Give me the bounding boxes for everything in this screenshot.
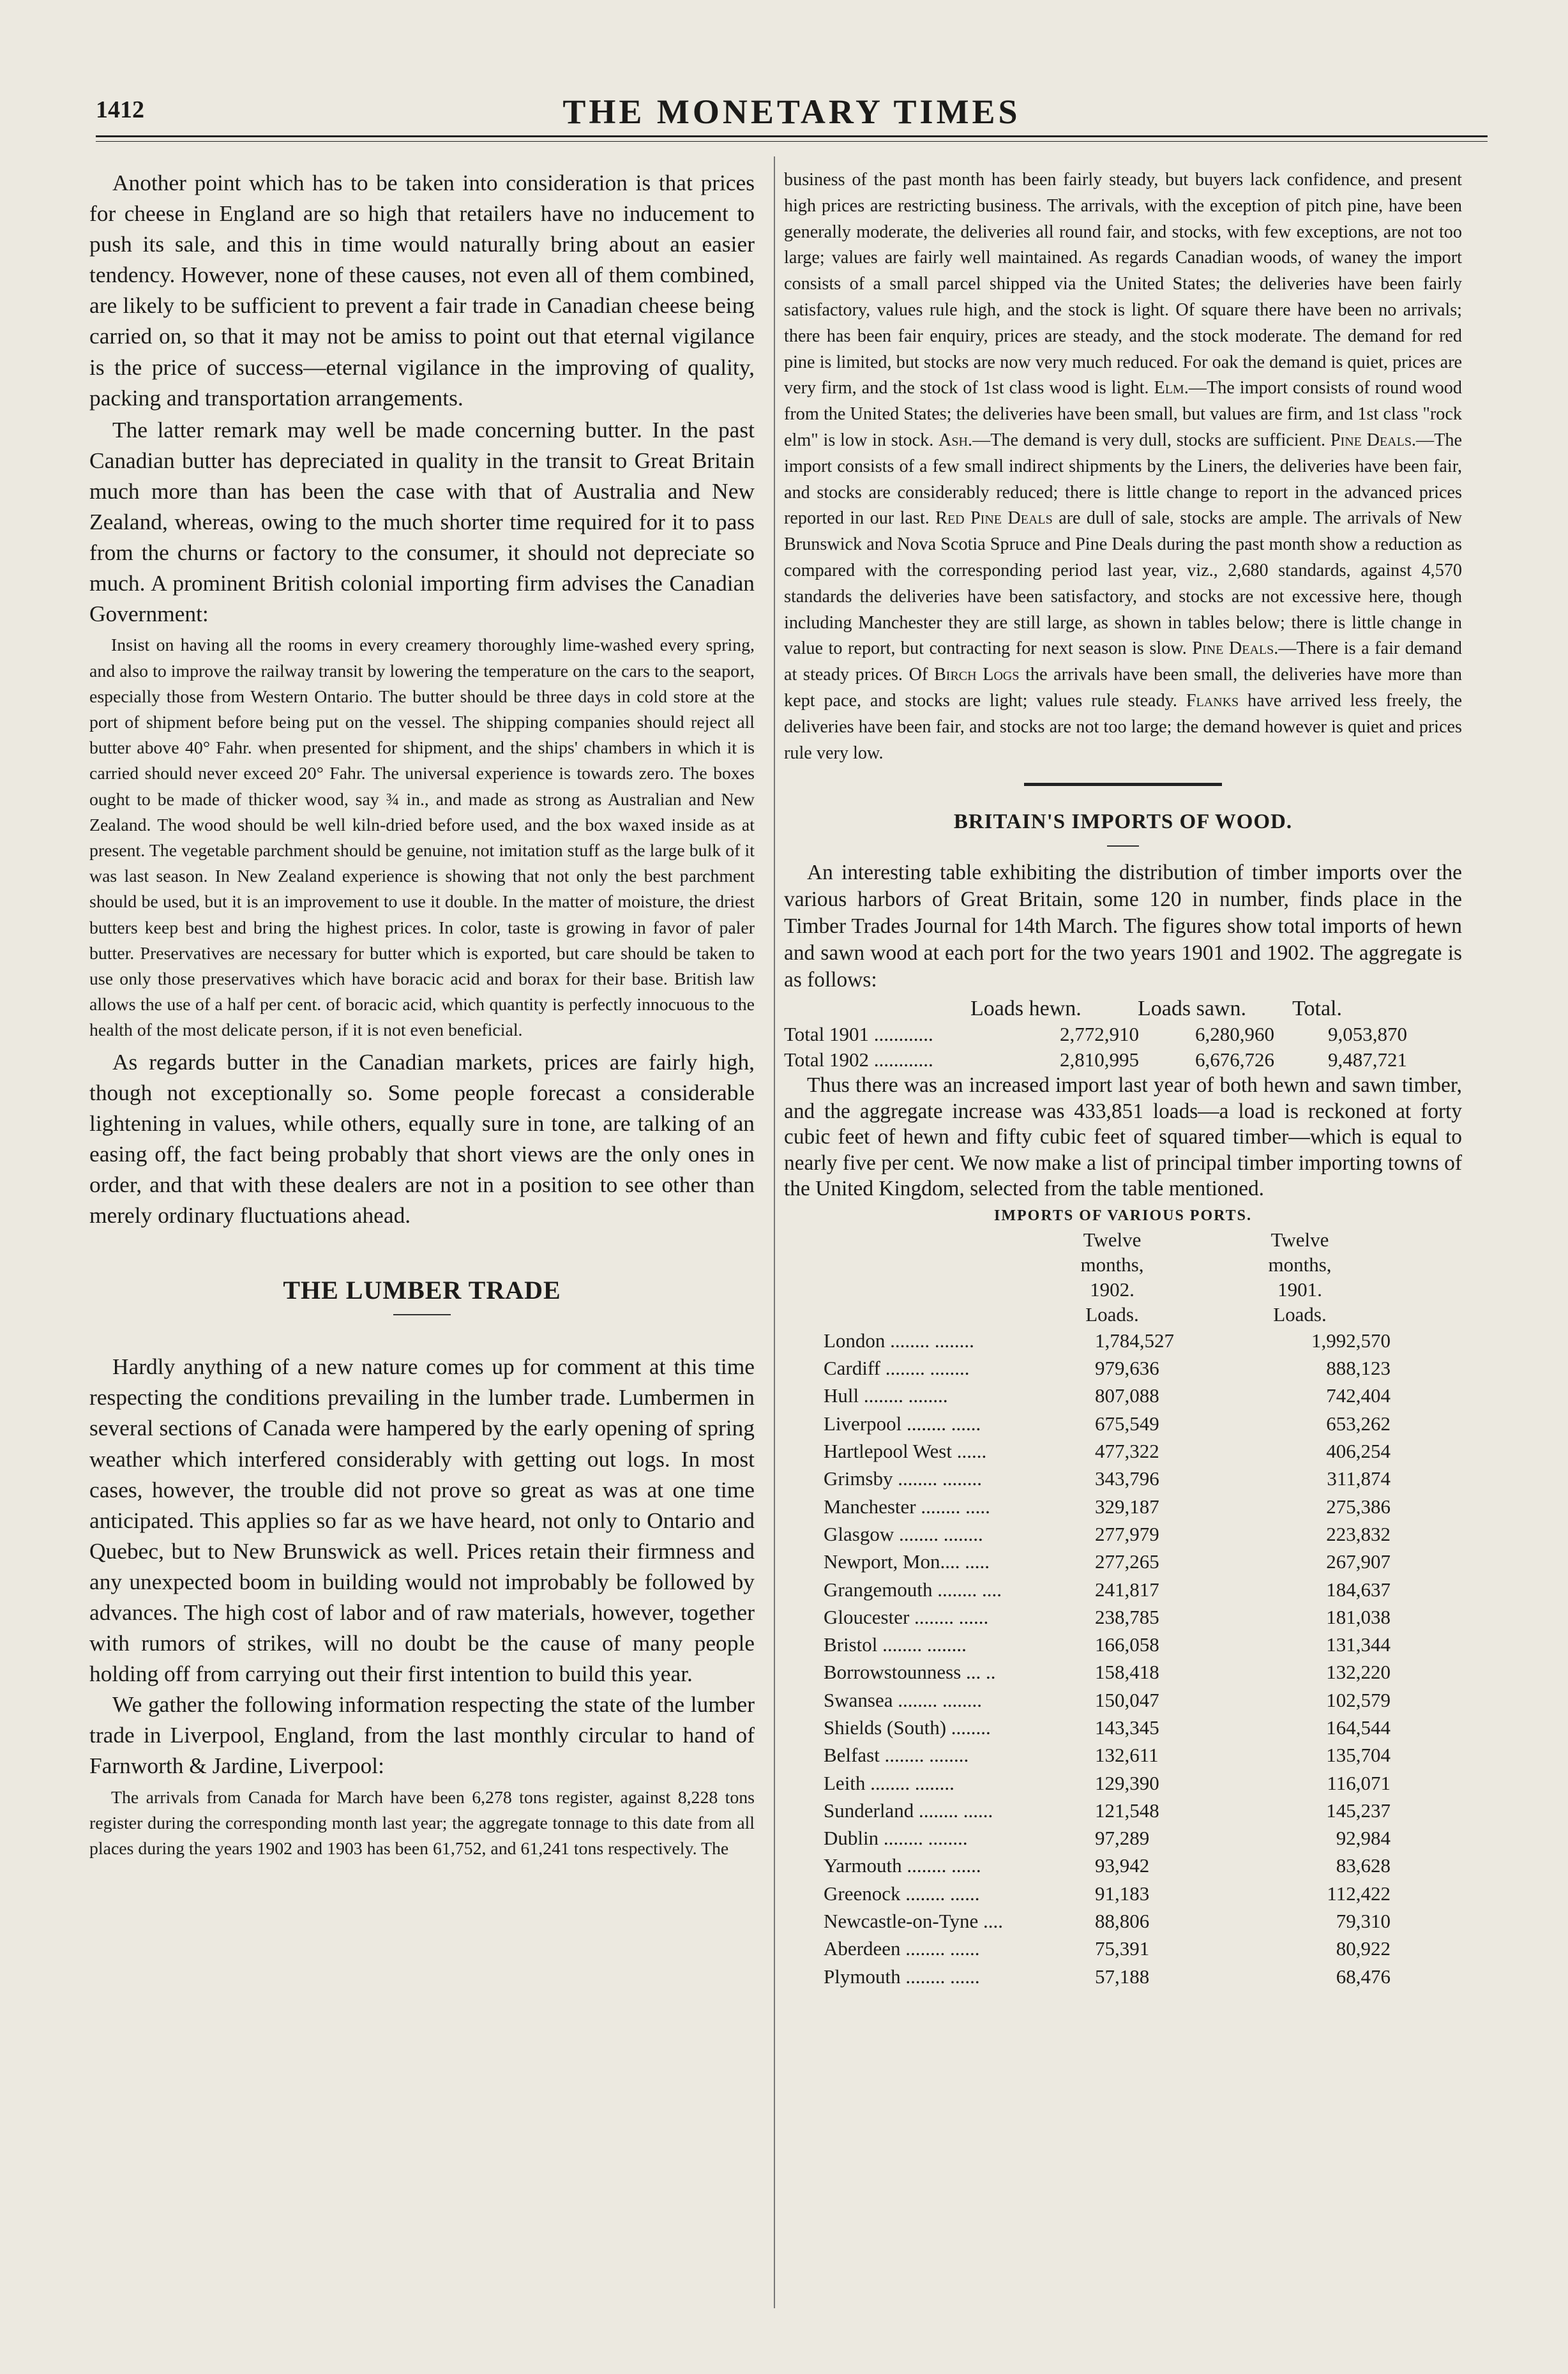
table-row: [784, 1907, 1462, 1935]
port-name: Swansea ........ ........: [824, 1688, 982, 1711]
loads-1902: 979,636: [1095, 1357, 1159, 1380]
loads-1902: 121,548: [1095, 1799, 1159, 1822]
quote-text: business of the past month has been fairly steady, but buyers lack confidence, and present high prices are restricting business. The arrivals, with the exception of pitch pine, have been generally moderate, the deliveries all round fair, and stocks, with few exceptions, are not too large; values are fairly well maintained. As regards Canadian woods, of waney the import consists of a small parcel shipped via the United States; the deliveries have been fairly satisfactory, values rule high, and the stock is light. Of square there have been no arrivals; there has been fair enquiry, prices are steady, and the stock moderate. The demand for red pine is limited, but stocks are now very much reduced. For oak the demand is quiet, prices are very firm, and the stock of 1st class wood is light.: [784, 170, 1462, 398]
loads-1902: 166,058: [1095, 1633, 1159, 1656]
table-row: [784, 1935, 1462, 1962]
loads-1902: 343,796: [1095, 1467, 1159, 1490]
loads-1902: 132,611: [1095, 1744, 1159, 1767]
header-line: months,: [1080, 1253, 1144, 1276]
elm-label: Elm.: [1154, 378, 1189, 398]
increase-paragraph: Thus there was an increased import last year of both hewn and sawn timber, and the aggregate increase was 433,851 loads—a load is reckoned at forty cubic feet of hewn and fifty cubic feet of squared timber—which is equal to nearly five per cent. We now make a list of principal timber importing towns of the United Kingdom, selected from the table mentioned.: [784, 1073, 1462, 1201]
loads-1901: 653,262: [1326, 1412, 1391, 1435]
butter-paragraph: The latter remark may well be made concerning butter. In the past Canadian butter has depreciated in quality in the transit to Great Britain much more than has been the case with that of Australia and New Zealand, whereas, owing to the much shorter time required for it to pass from the churns or factory to the consumer, it should not depreciate so much. A prominent British colonial importing firm advises the Canadian Government:: [89, 416, 755, 627]
loads-1902: 57,188: [1095, 1965, 1150, 1988]
header-total: Total.: [1292, 997, 1342, 1021]
masthead-title: THE MONETARY TIMES: [562, 93, 1021, 131]
port-name: Greenock ........ ......: [824, 1882, 980, 1905]
loads-1902: 93,942: [1095, 1854, 1150, 1877]
totals-row-1901: [784, 1022, 1462, 1047]
quote-text: the arrivals have been small, the deliveries have more than kept pace, and stocks are light; values rule steady.: [784, 665, 1462, 711]
header-line: Twelve: [1270, 1228, 1329, 1251]
liverpool-quote: The arrivals from Canada for March have been 6,278 tons register, against 8,228 tons register during the corresponding month last year; the aggregate tonnage to this date from all places during the years 1902 and 1903 has been 61,752, and 61,241 tons respectively. The: [89, 1787, 755, 1859]
page-header: [96, 89, 1488, 140]
loads-1901: 79,310: [1336, 1910, 1391, 1933]
flanks-label: Flanks: [1186, 690, 1239, 711]
loads-1901: 145,237: [1326, 1799, 1391, 1822]
table-row: [784, 1631, 1462, 1658]
table-row: [784, 1327, 1462, 1354]
column-1901-header: [1169, 1227, 1351, 1327]
port-name: London ........ ........: [824, 1329, 974, 1352]
quote-text: —The import consists of round wood from the United States; the deliveries have been small, but values are firm, and 1st class "rock elm" is low in stock.: [784, 378, 1462, 450]
wood-intro-paragraph: An interesting table exhibiting the distribution of timber imports over the various harbors of Great Britain, some 120 in number, finds place in the Timber Trades Journal for 14th March. The figures show total imports of hewn and sawn wood at each port for the two years 1901 and 1902. The aggregate is as follows:: [784, 861, 1462, 992]
header-line: Loads.: [1085, 1303, 1139, 1326]
port-name: Borrowstounness ... ..: [824, 1661, 996, 1684]
table-row: [784, 1603, 1462, 1631]
port-name: Bristol ........ ........: [824, 1633, 967, 1656]
sawn-value: 6,676,726: [1195, 1048, 1274, 1071]
loads-1902: 329,187: [1095, 1495, 1159, 1518]
loads-1901: 131,344: [1326, 1633, 1391, 1656]
loads-1902: 238,785: [1095, 1605, 1159, 1628]
loads-1902: 143,345: [1095, 1716, 1159, 1739]
loads-1901: 742,404: [1326, 1384, 1391, 1407]
loads-1901: 888,123: [1326, 1357, 1391, 1380]
loads-1901: 80,922: [1336, 1937, 1391, 1960]
table-row: [784, 1797, 1462, 1824]
loads-1902: 88,806: [1095, 1910, 1150, 1933]
loads-1902: 1,784,527: [1095, 1329, 1174, 1352]
table-row: [784, 1769, 1462, 1797]
loads-1901: 83,628: [1336, 1854, 1391, 1877]
butter-quote: Insist on having all the rooms in every creamery thoroughly lime-washed every spring, and also to improve the railway transit by lowering the temperature on the cars to the seaport, especially those from Western Ontario. The butter should be three days in cold store at the port of shipment before being put on the vessel. The shipping companies should reject all butter above 40° Fahr. when presented for shipment, and the ships' chambers in which it is carried should never exceed 20° Fahr. The universal experience is towards zero. The boxes ought to be made of thicker wood, say ¾ in., and made as strong as Australian and New Zealand. The wood should be well kiln-dried before used, and the box waxed inside as at present. The vegetable parchment should be genuine, not imitation stuff as the large bulk of it was last season. In New Zealand experience is showing that not only the best parchment should be used, but it is an improvement to use it double. In the matter of moisture, the driest butters keep best and bring the highest prices. In color, taste is growing in favor of paler butter. Preservatives are necessary for butter which is exported, but care should be taken to use only those preservatives which have boracic acid and borax for their base. British law allows the use of a half per cent. of boracic acid, which quantity is perfectly innocuous to the health of the most delicate person, if it is not even beneficial.: [89, 635, 755, 1041]
header-line: 1901.: [1278, 1278, 1322, 1301]
loads-1901: 223,832: [1326, 1522, 1391, 1545]
loads-1901: 406,254: [1326, 1440, 1391, 1463]
header-line: Loads.: [1273, 1303, 1327, 1326]
left-column: [89, 167, 755, 1862]
port-name: Gloucester ........ ......: [824, 1605, 989, 1628]
quote-text: —There is a fair demand at steady prices. Of: [784, 639, 1463, 685]
table-row: [784, 1576, 1462, 1603]
table-row: [784, 1714, 1462, 1741]
loads-1901: 184,637: [1326, 1578, 1391, 1601]
port-name: Manchester ........ .....: [824, 1495, 990, 1518]
header-line: 1902.: [1090, 1278, 1135, 1301]
table-row: [784, 1658, 1462, 1686]
ash-label: Ash.: [939, 430, 973, 450]
birch-label: Birch Logs: [934, 665, 1020, 685]
table-row: [784, 1741, 1462, 1769]
header-rule: [96, 135, 1488, 137]
loads-1901: 275,386: [1326, 1495, 1391, 1518]
totals-table: [784, 996, 1462, 1073]
wood-imports-heading: BRITAIN'S IMPORTS OF WOOD.: [953, 810, 1293, 834]
table-row: [784, 1354, 1462, 1382]
quote-text: —The demand is very dull, stocks are sufficient.: [972, 430, 1326, 450]
header-line: Twelve: [1083, 1228, 1142, 1251]
quote-text: are dull of sale, stocks are ample. The arrivals of New Brunswick and Nova Scotia Spruce and Pine Deals during the past month show a reduction as compared with the corresponding period last year, viz., 2,680 standards, against 4,570 standards the deliveries have been satisfactory, and stocks are not excessive here, though including Manchester they are still large, as shown in tables below; there is little change in value to report, but contracting for next season is slow.: [784, 508, 1462, 659]
table-row: [784, 1520, 1462, 1548]
table-row: [784, 1382, 1462, 1409]
lumber-trade-heading: THE LUMBER TRADE: [283, 1276, 561, 1305]
lumber-paragraph: Hardly anything of a new nature comes up for comment at this time respecting the conditions prevailing in the lumber trade. Lumbermen in several sections of Canada were hampered by the early opening of spring weather which interfered considerably with getting out logs. In most cases, however, the trouble did not prove so great as was at one time anticipated. This applies so far as we have heard, not only to Ontario and Quebec, but to New Brunswick as well. Prices retain their firmness and any unexpected boom in building would not improbably be followed by advances. The high cost of labor and of raw materials, however, together with rumors of strikes, will no doubt be the cause of many people holding off from carrying out their first intention to build this year.: [89, 1354, 755, 1687]
loads-1901: 181,038: [1326, 1605, 1391, 1628]
red-pine-label: Red Pine Deals: [935, 508, 1053, 529]
cheese-paragraph: Another point which has to be taken into consideration is that prices for cheese in England are so high that retailers have no inducement to push its sale, and this in time would naturally bring about an easier tendency. However, none of these causes, not even all of them combined, are likely to be sufficient to prevent a fair trade in Canadian cheese being carried on, so that it may not be amiss to point out that eternal vigilance is the price of success—eternal vigilance in the improving of quality, packing and transportation arrangements.: [89, 170, 755, 411]
pine-deals-label: Pine Deals.: [1330, 430, 1417, 450]
port-name: Shields (South) ........: [824, 1716, 991, 1739]
pine-deals-label: Pine Deals.: [1192, 639, 1279, 659]
loads-1902: 277,979: [1095, 1522, 1159, 1545]
port-name: Newcastle-on-Tyne ....: [824, 1910, 1004, 1933]
port-name: Sunderland ........ ......: [824, 1799, 993, 1822]
hewn-value: 2,810,995: [1060, 1048, 1139, 1071]
port-name: Aberdeen ........ ......: [824, 1937, 980, 1960]
header-hewn: Loads hewn.: [970, 997, 1082, 1021]
port-name: Hull ........ ........: [824, 1384, 948, 1407]
table-row: [784, 1880, 1462, 1907]
table-row: [784, 1493, 1462, 1520]
row-label: Total 1902 ............: [784, 1048, 933, 1071]
loads-1902: 129,390: [1095, 1771, 1159, 1794]
row-label: Total 1901 ............: [784, 1023, 933, 1046]
ports-table-caption: IMPORTS OF VARIOUS PORTS.: [994, 1207, 1252, 1224]
table-row: [784, 1410, 1462, 1437]
loads-1902: 150,047: [1095, 1688, 1159, 1711]
port-name: Hartlepool West ......: [824, 1440, 987, 1463]
table-row: [784, 1852, 1462, 1879]
loads-1901: 1,992,570: [1311, 1329, 1391, 1352]
port-name: Newport, Mon.... .....: [824, 1550, 990, 1573]
ports-table-header: [784, 1227, 1462, 1327]
total-value: 9,053,870: [1328, 1023, 1407, 1046]
column-divider: [774, 156, 775, 2308]
loads-1901: 164,544: [1326, 1716, 1391, 1739]
table-row: [784, 1465, 1462, 1492]
port-name: Plymouth ........ ......: [824, 1965, 980, 1988]
totals-row-1902: [784, 1047, 1462, 1073]
loads-1901: 132,220: [1326, 1661, 1391, 1684]
loads-1901: 112,422: [1327, 1882, 1391, 1905]
column-1902-header: [1055, 1227, 1169, 1327]
port-name: Cardiff ........ ........: [824, 1357, 970, 1380]
port-name: Glasgow ........ ........: [824, 1522, 983, 1545]
table-row: [784, 1824, 1462, 1852]
table-row: [784, 1548, 1462, 1575]
loads-1901: 116,071: [1327, 1771, 1391, 1794]
loads-1902: 241,817: [1095, 1578, 1159, 1601]
loads-1902: 91,183: [1095, 1882, 1150, 1905]
port-name: Leith ........ ........: [824, 1771, 954, 1794]
liverpool-quote-continued: [784, 167, 1462, 766]
quote-text: —The import consists of a few small indirect shipments by the Liners, the deliveries have been fair, and stocks are considerably reduced; there is little change to report in the advanced prices reported in our last.: [784, 430, 1463, 529]
totals-header: [784, 996, 1462, 1022]
page-number: 1412: [96, 96, 144, 123]
port-name: Grangemouth ........ ....: [824, 1578, 1002, 1601]
loads-1901: 267,907: [1326, 1550, 1391, 1573]
header-rule-thin: [96, 141, 1488, 142]
loads-1901: 68,476: [1336, 1965, 1391, 1988]
port-name: Belfast ........ ........: [824, 1744, 969, 1767]
sawn-value: 6,280,960: [1195, 1023, 1274, 1046]
loads-1901: 92,984: [1336, 1827, 1391, 1850]
header-line: months,: [1268, 1253, 1332, 1276]
right-column: [784, 167, 1462, 1990]
total-value: 9,487,721: [1328, 1048, 1407, 1071]
table-row: [784, 1686, 1462, 1714]
loads-1902: 75,391: [1095, 1937, 1150, 1960]
loads-1901: 102,579: [1326, 1688, 1391, 1711]
ports-table-body: [784, 1327, 1462, 1990]
port-name: Dublin ........ ........: [824, 1827, 968, 1850]
table-row: [784, 1437, 1462, 1465]
loads-1902: 277,265: [1095, 1550, 1159, 1573]
port-name: Grimsby ........ ........: [824, 1467, 982, 1490]
port-name: Liverpool ........ ......: [824, 1412, 981, 1435]
loads-1902: 158,418: [1095, 1661, 1159, 1684]
quote-text: have arrived less freely, the deliveries have been fair, and stocks are not too large; the demand however is quiet and prices rule very low.: [784, 690, 1462, 763]
loads-1902: 807,088: [1095, 1384, 1159, 1407]
loads-1901: 311,874: [1327, 1467, 1391, 1490]
loads-1902: 97,289: [1095, 1827, 1150, 1850]
hewn-value: 2,772,910: [1060, 1023, 1139, 1046]
header-sawn: Loads sawn.: [1138, 997, 1246, 1021]
loads-1901: 135,704: [1326, 1744, 1391, 1767]
loads-1902: 675,549: [1095, 1412, 1159, 1435]
port-name: Yarmouth ........ ......: [824, 1854, 981, 1877]
liverpool-intro-paragraph: We gather the following information respecting the state of the lumber trade in Liverpool, England, from the last monthly circular to hand of Farnworth & Jardine, Liverpool:: [89, 1691, 755, 1779]
loads-1902: 477,322: [1095, 1440, 1159, 1463]
table-row: [784, 1963, 1462, 1990]
butter-markets-paragraph: As regards butter in the Canadian markets, prices are fairly high, though not exceptionally so. Some people forecast a considerable lightening in values, while others, equally sure in tone, are talking of an easing off, the fact being probably that short views are the only ones in order, and that with these dealers are not in a position to see other than merely ordinary fluctuations ahead.: [89, 1048, 755, 1229]
